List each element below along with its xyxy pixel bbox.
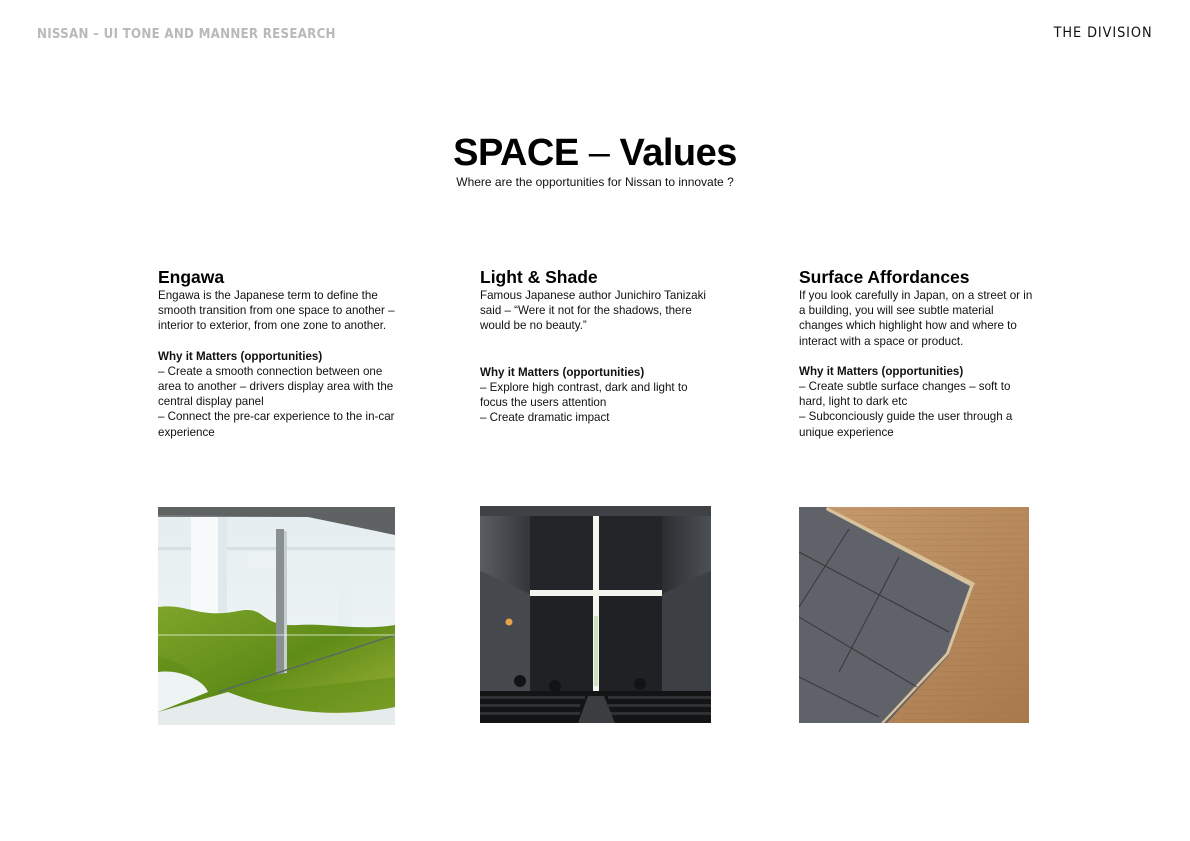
why-it-matters-heading: Why it Matters (opportunities) bbox=[480, 365, 645, 379]
opportunity-item: – Create dramatic impact bbox=[480, 411, 610, 425]
column-body: If you look carefully in Japan, on a street or in a building, you will see subtle material changes which highlight how and where to interact with a space or product. bbox=[799, 289, 1033, 348]
opportunity-list bbox=[158, 364, 400, 440]
opportunity-item: – Connect the pre-car experience to the in-car experience bbox=[158, 410, 395, 439]
column-heading: Surface Affordances bbox=[799, 267, 970, 287]
engawa-moss-interior-photo bbox=[158, 507, 395, 725]
opportunity-item: – Create subtle surface changes – soft to hard, light to dark etc bbox=[799, 380, 1011, 409]
stone-and-wood-floor-photo bbox=[799, 507, 1029, 723]
column-engawa bbox=[158, 266, 400, 440]
page-subtitle: Where are the opportunities for Nissan to innovate ? bbox=[456, 175, 734, 189]
opportunity-item: – Create a smooth connection between one area to another – drivers display area with the central display panel bbox=[158, 364, 394, 409]
page-title bbox=[0, 131, 1190, 175]
brand-label: THE DIVISION bbox=[1053, 25, 1152, 41]
opportunity-list bbox=[799, 379, 1039, 440]
why-it-matters-heading: Why it Matters (opportunities) bbox=[799, 364, 964, 378]
title-part-b: Values bbox=[619, 132, 737, 174]
title-part-a: SPACE bbox=[453, 132, 579, 174]
column-body: Engawa is the Japanese term to define the smooth transition from one space to another – interior to exterior, from one zone to another. bbox=[158, 289, 395, 333]
opportunity-list bbox=[480, 380, 712, 426]
column-heading: Light & Shade bbox=[480, 267, 598, 287]
column-heading: Engawa bbox=[158, 267, 225, 287]
column-surface-affordances bbox=[799, 266, 1039, 440]
opportunity-item: – Subconciously guide the user through a unique experience bbox=[799, 410, 1013, 439]
column-body: Famous Japanese author Junichiro Tanizaki said – “Were it not for the shadows, there would be no beauty.” bbox=[480, 289, 706, 333]
document-header-title: NISSAN – UI TONE AND MANNER RESEARCH bbox=[37, 26, 336, 42]
church-of-light-photo bbox=[480, 506, 711, 723]
title-dash: – bbox=[588, 132, 610, 174]
opportunity-item: – Explore high contrast, dark and light to focus the users attention bbox=[480, 380, 688, 410]
why-it-matters-heading: Why it Matters (opportunities) bbox=[158, 349, 323, 363]
column-light-and-shade bbox=[480, 266, 712, 425]
